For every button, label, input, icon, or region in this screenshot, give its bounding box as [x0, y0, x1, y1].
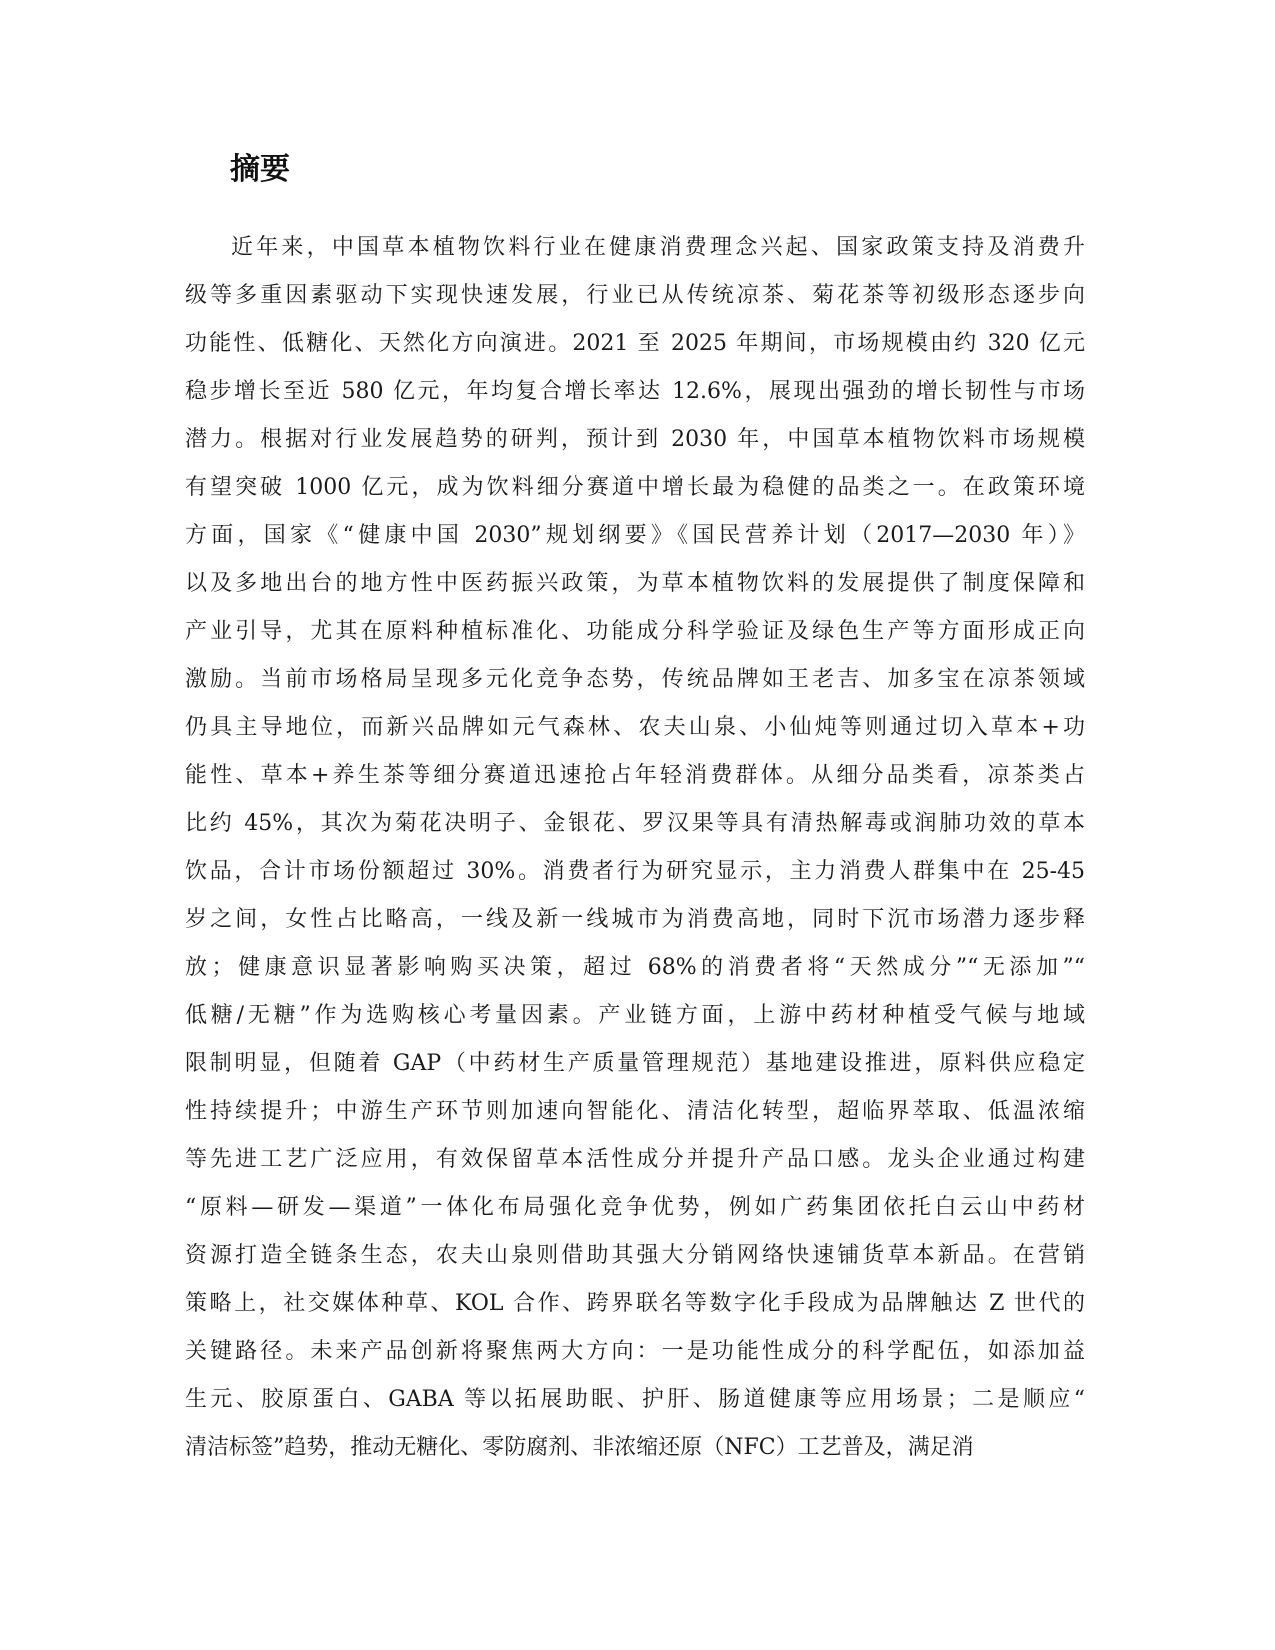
text-line: 等先进工艺广泛应用，有效保留草本活性成分并提升产品口感。龙头企业通过构建 — [185, 1147, 1085, 1172]
text-line: 激励。当前市场格局呈现多元化竞争态势，传统品牌如王老吉、加多宝在凉茶领域 — [185, 667, 1085, 692]
text-line: 仍具主导地位，而新兴品牌如元气森林、农夫山泉、小仙炖等则通过切入草本+功 — [185, 715, 1085, 740]
text-line: 有望突破 1000 亿元，成为饮料细分赛道中增长最为稳健的品类之一。在政策环境 — [185, 475, 1085, 500]
text-line: 性持续提升；中游生产环节则加速向智能化、清洁化转型，超临界萃取、低温浓缩 — [185, 1099, 1085, 1124]
abstract-paragraph — [185, 224, 1085, 1472]
text-line: 潜力。根据对行业发展趋势的研判，预计到 2030 年，中国草本植物饮料市场规模 — [185, 427, 1085, 452]
text-line: 资源打造全链条生态，农夫山泉则借助其强大分销网络快速铺货草本新品。在营销 — [185, 1243, 1085, 1268]
text-line: 功能性、低糖化、天然化方向演进。2021 至 2025 年期间，市场规模由约 320 亿元 — [185, 331, 1085, 356]
text-line: 关键路径。未来产品创新将聚焦两大方向：一是功能性成分的科学配伍，如添加益 — [185, 1339, 1085, 1364]
text-line: 低糖/无糖”作为选购核心考量因素。产业链方面，上游中药材种植受气候与地域 — [185, 1003, 1085, 1028]
text-line: 策略上，社交媒体种草、KOL 合作、跨界联名等数字化手段成为品牌触达 Z 世代的 — [185, 1291, 1085, 1316]
text-line: 以及多地出台的地方性中医药振兴政策，为草本植物饮料的发展提供了制度保障和 — [185, 571, 1085, 596]
text-line: 限制明显，但随着 GAP（中药材生产质量管理规范）基地建设推进，原料供应稳定 — [185, 1051, 1085, 1076]
text-line: 稳步增长至近 580 亿元，年均复合增长率达 12.6%，展现出强劲的增长韧性与市场 — [185, 379, 1085, 404]
text-line: 放；健康意识显著影响购买决策，超过 68%的消费者将“天然成分”“无添加”“ — [185, 955, 1085, 980]
text-line: 产业引导，尤其在原料种植标准化、功能成分科学验证及绿色生产等方面形成正向 — [185, 619, 1085, 644]
text-line: 饮品，合计市场份额超过 30%。消费者行为研究显示，主力消费人群集中在 25-45 — [185, 859, 1085, 884]
text-line: 清洁标签”趋势，推动无糖化、零防腐剂、非浓缩还原（NFC）工艺普及，满足消 — [185, 1435, 974, 1460]
text-line: 比约 45%，其次为菊花决明子、金银花、罗汉果等具有清热解毒或润肺功效的草本 — [185, 811, 1085, 836]
text-line: 方面，国家《“健康中国 2030”规划纲要》《国民营养计划（2017—2030 年）》 — [185, 523, 1085, 548]
text-line: 能性、草本+养生茶等细分赛道迅速抢占年轻消费群体。从细分品类看，凉茶类占 — [185, 763, 1085, 788]
text-line: 生元、胶原蛋白、GABA 等以拓展助眠、护肝、肠道健康等应用场景；二是顺应“ — [185, 1387, 1085, 1412]
text-line: 级等多重因素驱动下实现快速发展，行业已从传统凉茶、菊花茶等初级形态逐步向 — [185, 283, 1085, 308]
section-heading: 摘要 — [230, 152, 290, 187]
text-line: 近年来，中国草本植物饮料行业在健康消费理念兴起、国家政策支持及消费升 — [231, 235, 1085, 260]
text-line: 岁之间，女性占比略高，一线及新一线城市为消费高地，同时下沉市场潜力逐步释 — [185, 907, 1085, 932]
text-line: “原料—研发—渠道”一体化布局强化竞争优势，例如广药集团依托白云山中药材 — [185, 1195, 1085, 1220]
